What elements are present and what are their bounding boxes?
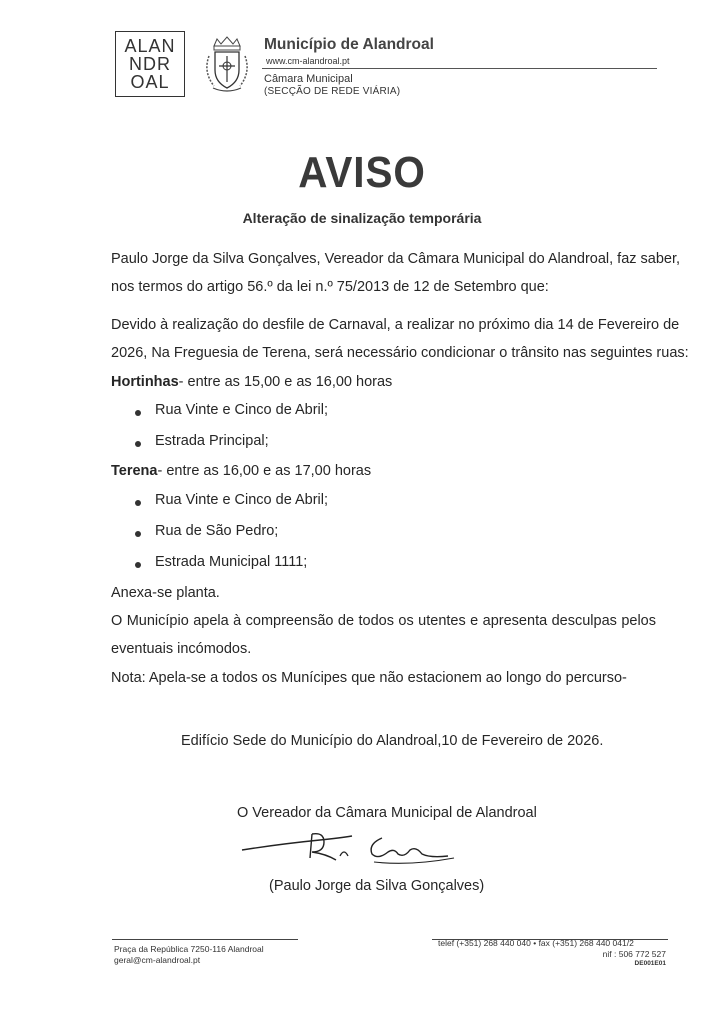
- section-label: (SECÇÃO DE REDE VIÁRIA): [264, 86, 401, 97]
- street-item: Rua de São Pedro;: [155, 523, 279, 539]
- apology-line: O Município apela à compreensão de todos os utentes e apresenta desculpas pelos: [111, 613, 656, 629]
- footer-divider: [112, 939, 298, 940]
- street-item: Rua Vinte e Cinco de Abril;: [155, 492, 329, 508]
- section-place: Hortinhas: [111, 374, 179, 390]
- footer-phone: telef (+351) 268 440 040 • fax (+351) 268 440 041/2: [438, 938, 634, 948]
- notice-title: AVISO: [298, 148, 426, 197]
- footer-nif: nif : 506 772 527: [602, 949, 666, 959]
- camara-label: Câmara Municipal: [264, 73, 353, 85]
- logo-line: OAL: [130, 72, 170, 92]
- bullet-icon: [135, 500, 141, 506]
- street-item: Rua Vinte e Cinco de Abril;: [155, 402, 329, 418]
- bullet-icon: [135, 441, 141, 447]
- reason-line: 2026, Na Freguesia de Terena, será necessário condicionar o trânsito nas seguintes ruas:: [111, 345, 689, 361]
- handwritten-signature: [240, 822, 470, 880]
- intro-line: nos termos do artigo 56.º da lei n.º 75/2013 de 12 de Setembro que:: [111, 279, 549, 295]
- parking-note: Nota: Apela-se a todos os Munícipes que não estacionem ao longo do percurso-: [111, 670, 627, 686]
- website-link[interactable]: www.cm-alandroal.pt: [266, 56, 350, 66]
- footer-address: Praça da República 7250-116 Alandroal: [114, 944, 264, 954]
- footer-email[interactable]: geral@cm-alandroal.pt: [114, 955, 201, 965]
- section-heading-terena: [111, 463, 371, 479]
- apology-line: eventuais incómodos.: [111, 641, 252, 657]
- logo-line: NDR: [129, 54, 171, 74]
- section-time: - entre as 15,00 e as 16,00 horas: [178, 374, 393, 390]
- notice-subtitle: Alteração de sinalização temporária: [242, 210, 482, 226]
- signatory-name: (Paulo Jorge da Silva Gonçalves): [269, 878, 485, 894]
- signatory-role: O Vereador da Câmara Municipal de Alandroal: [237, 805, 537, 821]
- place-date: Edifício Sede do Município do Alandroal,10 de Fevereiro de 2026.: [181, 733, 604, 749]
- intro-line: Paulo Jorge da Silva Gonçalves, Vereador da Câmara Municipal do Alandroal, faz saber,: [111, 251, 681, 267]
- annex-note: Anexa-se planta.: [111, 585, 220, 601]
- municipal-crest-icon: [200, 36, 254, 94]
- section-heading-hortinhas: [111, 374, 392, 390]
- municipality-logo: [115, 31, 185, 97]
- street-item: Estrada Municipal 1111;: [155, 554, 308, 570]
- municipality-title: Município de Alandroal: [264, 36, 434, 53]
- section-place: Terena: [111, 463, 158, 479]
- bullet-icon: [135, 410, 141, 416]
- logo-line: ALAN: [124, 36, 176, 56]
- street-item: Estrada Principal;: [155, 433, 269, 449]
- bullet-icon: [135, 531, 141, 537]
- section-time: - entre as 16,00 e as 17,00 horas: [157, 463, 372, 479]
- reason-line: Devido à realização do desfile de Carnaval, a realizar no próximo dia 14 de Fevereiro de: [111, 317, 680, 333]
- bullet-icon: [135, 562, 141, 568]
- header-divider: [262, 68, 657, 69]
- footer-code: DE001E01: [634, 960, 666, 967]
